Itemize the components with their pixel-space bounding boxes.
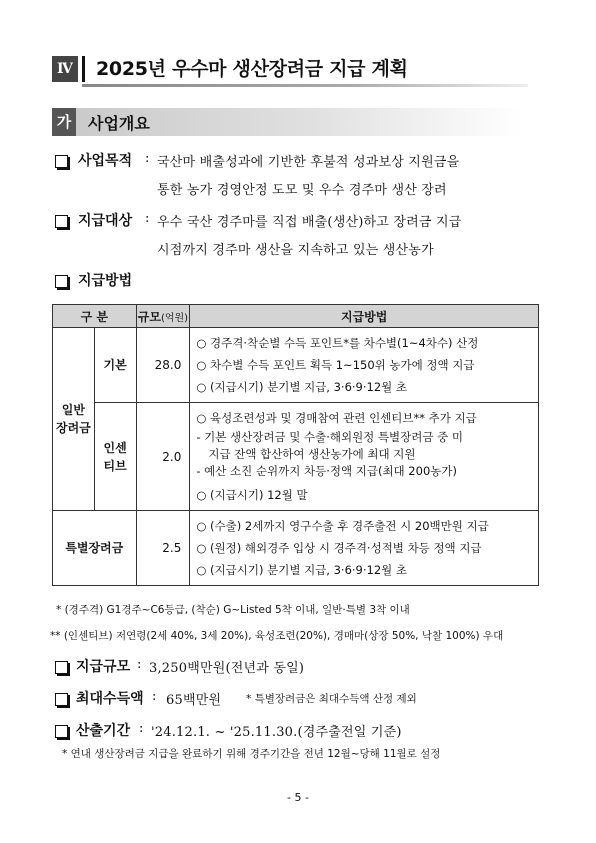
max-value: 65백만원	[166, 693, 222, 708]
subsection-number: 가	[52, 108, 76, 136]
checkbox-icon	[55, 155, 68, 168]
purpose-line1: 국산마 배출성과에 기반한 후불적 성과보상 지원금을	[157, 155, 460, 170]
header-category: 구 분	[53, 305, 137, 328]
method-label: 지급방법	[78, 273, 133, 289]
target-line2: 시점까지 경주마 생산을 지속하고 있는 생산농가	[157, 243, 434, 258]
subsection-title: 사업개요	[88, 114, 150, 133]
footnote-2: ** (인센티브) 저연령(2세 40%, 3세 20%), 육성조련(20%), 경매마(상장 50%, 낙찰 100%) 우대	[50, 630, 504, 642]
checkbox-icon	[55, 725, 68, 738]
target-label: 지급대상	[78, 213, 133, 229]
page-number: - 5 -	[287, 791, 309, 804]
incentive-name: 인센 티브	[94, 403, 136, 511]
max-note: * 특별장려금은 최대수득액 산정 제외	[246, 693, 417, 705]
purpose-line2: 통한 농가 경영안정 도모 및 우수 경주마 생산 장려	[157, 183, 447, 198]
general-group-cell: 일반 장려금	[53, 328, 95, 511]
checkbox-icon	[55, 693, 68, 706]
basic-desc: ○ 경주격·착순별 수득 포인트*를 차수별(1~4차수) 산정 ○ 차수별 수득 포인트 획득 1~150위 농가에 정액 지급 ○ (지급시기) 분기별 지급, 3·6·9·12월 초	[190, 328, 539, 403]
section-header	[52, 52, 522, 88]
checkbox-icon	[55, 215, 68, 228]
period-note: * 연내 생산장려금 지급을 완료하기 위해 경주기간을 전년 12월~당해 11월로 설정	[62, 748, 441, 760]
basic-amount: 28.0	[136, 328, 190, 403]
header-scale: 규모(억원)	[136, 305, 190, 328]
colon: :	[145, 211, 150, 226]
colon: :	[139, 721, 144, 736]
colon: :	[137, 657, 142, 672]
max-label: 최대수득액	[76, 691, 144, 707]
target-line1: 우수 국산 경주마를 직접 배출(생산)하고 장려금 지급	[157, 215, 462, 230]
table-header-row	[53, 305, 539, 328]
section-underline	[82, 84, 528, 87]
colon: :	[152, 689, 157, 704]
colon: :	[145, 151, 150, 166]
purpose-label: 사업목적	[78, 153, 133, 169]
header-method: 지급방법	[190, 305, 539, 328]
period-value: '24.12.1. ~ '25.11.30.(경주출전일 기준)	[151, 725, 402, 740]
checkbox-icon	[55, 661, 68, 674]
subsection-header	[52, 108, 522, 136]
incentive-desc: ○ 육성조련성과 및 경매참여 관련 인센티브** 추가 지급 - 기본 생산장려금 및 수출·해외원정 특별장려금 중 미 지급 잔액 합산하여 생산농가에 최대 지원 - 예산 소진 순위까지 차등·정액 지급(최대 200농가) ○ (지급시기) 12월 말	[190, 403, 539, 511]
table-row	[53, 403, 539, 511]
payment-method-table	[52, 304, 539, 586]
incentive-amount: 2.0	[136, 403, 190, 511]
special-name: 특별장려금	[53, 511, 137, 586]
special-amount: 2.5	[136, 511, 190, 586]
table-row	[53, 328, 539, 403]
period-label: 산출기간	[76, 723, 131, 739]
checkbox-icon	[55, 275, 68, 288]
footnote-1: * (경주격) G1경주~C6등급, (착순) G~Listed 5착 이내, 일반·특별 3착 이내	[56, 604, 410, 616]
scale-value: 3,250백만원(전년과 동일)	[149, 661, 305, 676]
scale-label: 지급규모	[76, 659, 131, 675]
basic-name: 기본	[94, 328, 136, 403]
section-title: 2025년 우수마 생산장려금 지급 계획	[96, 58, 408, 80]
special-desc: ○ (수출) 2세까지 영구수출 후 경주출전 시 20백만원 지급 ○ (원정) 해외경주 입상 시 경주격·성적별 차등 정액 지급 ○ (지급시기) 분기별 지급, 3·6·9·12월 초	[190, 511, 539, 586]
table-row	[53, 511, 539, 586]
section-divider	[82, 56, 85, 82]
section-number: Ⅳ	[52, 56, 78, 82]
